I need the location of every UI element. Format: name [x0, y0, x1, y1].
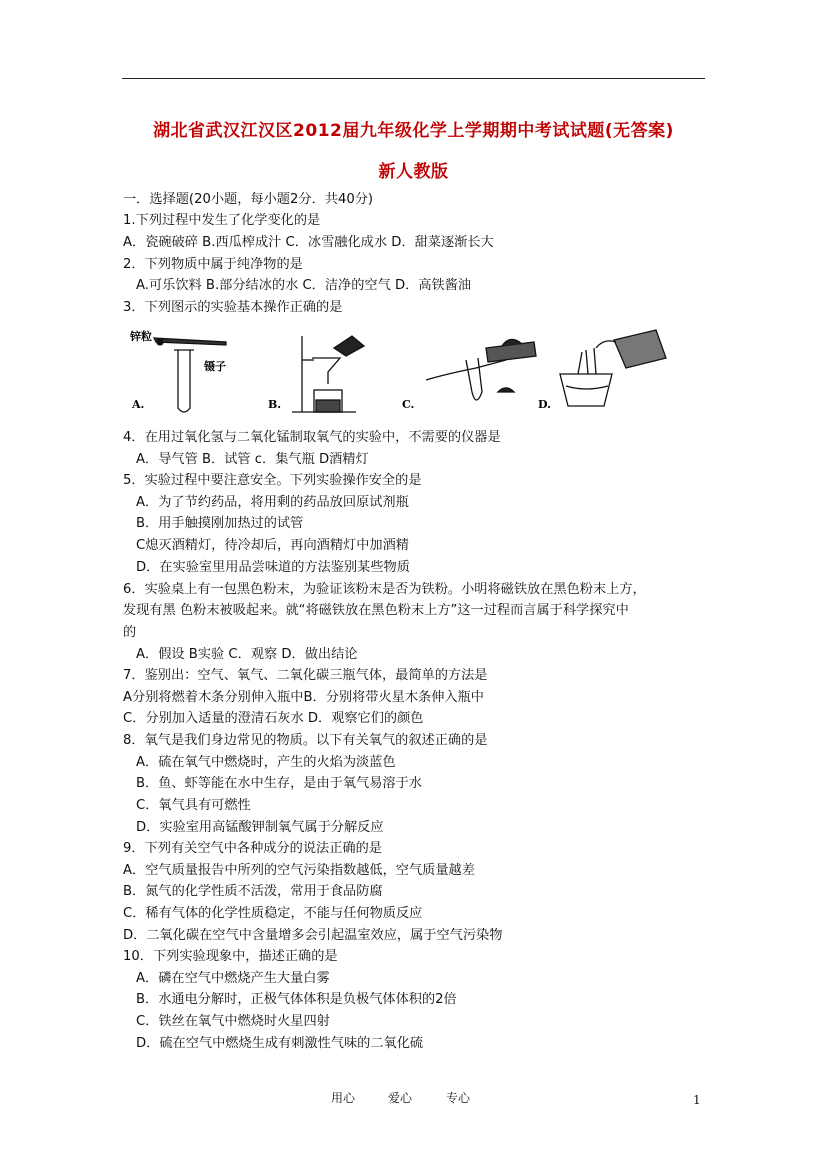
figure-a — [154, 338, 226, 412]
q6-options: A．假设 B实验 C．观察 D．做出结论 — [136, 647, 358, 662]
question-4: 4．在用过氧化氢与二氧化锰制取氧气的实验中，不需要的仪器是 — [123, 430, 501, 445]
question-2: 2．下列物质中属于纯净物的是 — [123, 257, 303, 272]
q5-option-c: C熄灭酒精灯，待冷却后，再向酒精灯中加酒精 — [136, 538, 409, 553]
footer-motto-2: 爱心 — [388, 1091, 413, 1105]
tweezers-label: 镊子 — [204, 360, 226, 373]
question-8: 8．氧气是我们身边常见的物质。以下有关氧气的叙述正确的是 — [123, 733, 488, 748]
q10-option-c: C．铁丝在氧气中燃烧时火星四射 — [136, 1014, 330, 1029]
question-6: 6．实验桌上有一包黑色粉末，为验证该粉末是否为铁粉。小明将磁铁放在黑色粉末上方， — [123, 582, 646, 597]
question-9: 9．下列有关空气中各种成分的说法正确的是 — [123, 841, 382, 856]
header-rule — [122, 78, 705, 79]
lab-operations-figure — [126, 328, 686, 418]
q5-option-a: A．为了节约药品，将用剩的药品放回原试剂瓶 — [136, 495, 409, 510]
q9-option-a: A．空气质量报告中所列的空气污染指数越低，空气质量越差 — [123, 863, 475, 878]
q4-options: A．导气管 B．试管 c．集气瓶 D酒精灯 — [136, 452, 369, 467]
q1-options: A．瓷碗破碎 B.西瓜榨成汁 C．冰雪融化成水 D．甜菜逐渐长大 — [123, 235, 494, 250]
figure-b — [292, 336, 364, 412]
footer-motto-3: 专心 — [446, 1091, 471, 1105]
zinc-label: 锌粒 — [130, 330, 152, 343]
q8-option-b: B．鱼、虾等能在水中生存，是由于氧气易溶于水 — [136, 776, 422, 791]
label-a: A. — [132, 398, 145, 411]
q8-option-d: D．实验室用高锰酸钾制氧气属于分解反应 — [136, 820, 384, 835]
q5-option-b: B．用手触摸刚加热过的试管 — [136, 516, 304, 531]
label-d: D. — [538, 398, 551, 411]
q7-options-ab: A分别将燃着木条分别伸入瓶中B．分别将带火星木条伸入瓶中 — [123, 690, 484, 705]
page-number: 1 — [693, 1093, 701, 1107]
q9-option-b: B．氮气的化学性质不活泼，常用于食品防腐 — [123, 884, 383, 899]
q2-options: A.可乐饮料 B.部分结冰的水 C．洁净的空气 D．高铁酱油 — [136, 278, 472, 293]
question-5: 5．实验过程中要注意安全。下列实验操作安全的是 — [123, 473, 422, 488]
figure-d — [560, 330, 666, 406]
question-7: 7．鉴别出：空气、氧气、二氧化碳三瓶气体，最简单的方法是 — [123, 668, 488, 683]
question-6-cont: 发现有黑 色粉末被吸起来。就“将磁铁放在黑色粉末上方”这一过程而言属于科学探究中 — [123, 603, 629, 618]
label-c: C. — [402, 398, 415, 411]
question-3: 3．下列图示的实验基本操作正确的是 — [123, 300, 343, 315]
q7-options-cd: C．分别加入适量的澄清石灰水 D．观察它们的颜色 — [123, 711, 424, 726]
q10-option-b: B．水通电分解时，正极气体体积是负极气体体积的2倍 — [136, 992, 457, 1007]
document-title: 湖北省武汉江汉区2012届九年级化学上学期期中考试试题(无答案) — [153, 121, 674, 141]
q10-option-a: A．磷在空气中燃烧产生大量白雾 — [136, 971, 330, 986]
q8-option-a: A．硫在氧气中燃烧时，产生的火焰为淡蓝色 — [136, 755, 396, 770]
q10-option-d: D．硫在空气中燃烧生成有刺激性气味的二氧化硫 — [136, 1036, 424, 1051]
question-1: 1.下列过程中发生了化学变化的是 — [123, 213, 321, 228]
q8-option-c: C．氧气具有可燃性 — [136, 798, 251, 813]
question-6-cont2: 的 — [123, 625, 137, 640]
section-heading: 一．选择题(20小题，每小题2分．共40分) — [123, 192, 374, 207]
figure-c — [426, 339, 536, 400]
q9-option-d: D．二氧化碳在空气中含量增多会引起温室效应，属于空气污染物 — [123, 928, 503, 943]
question-10: 10．下列实验现象中，描述正确的是 — [123, 949, 338, 964]
q9-option-c: C．稀有气体的化学性质稳定，不能与任何物质反应 — [123, 906, 423, 921]
document-subtitle: 新人教版 — [378, 162, 449, 182]
q5-option-d: D．在实验室里用品尝味道的方法鉴别某些物质 — [136, 560, 410, 575]
label-b: B. — [268, 398, 282, 411]
footer-motto-1: 用心 — [331, 1091, 356, 1105]
